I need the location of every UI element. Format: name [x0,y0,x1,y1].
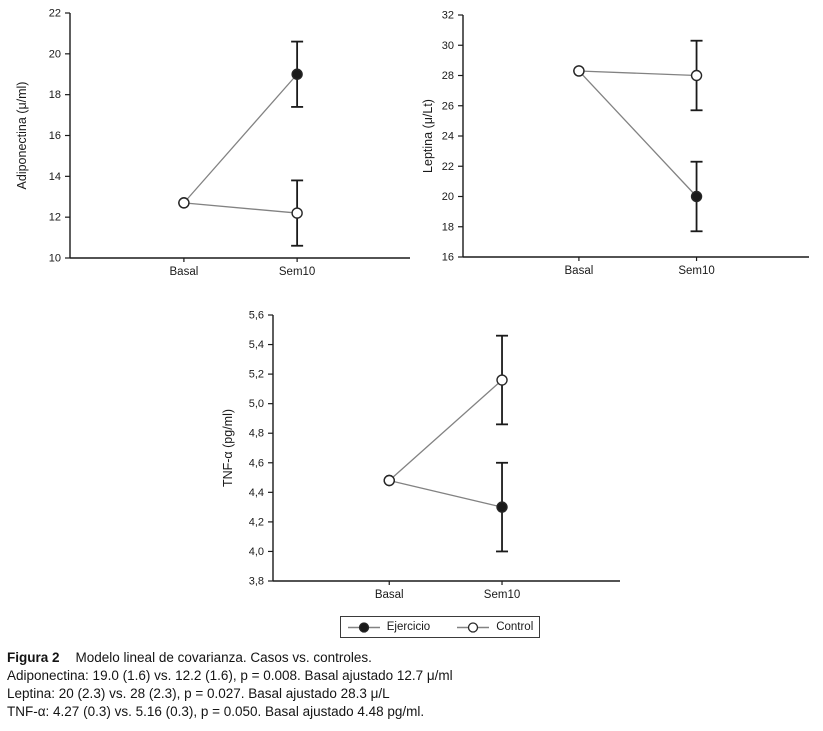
svg-text:28: 28 [441,70,454,82]
svg-text:16: 16 [48,130,61,142]
svg-text:Basal: Basal [374,589,404,601]
svg-text:12: 12 [48,211,61,224]
svg-text:Sem10: Sem10 [483,589,521,601]
svg-text:Sem10: Sem10 [278,266,316,278]
svg-text:4,4: 4,4 [248,486,264,499]
caption-title-line [7,649,627,667]
legend-item-ejercicio [347,621,430,633]
svg-text:5,6: 5,6 [248,309,264,322]
svg-text:18: 18 [48,89,61,102]
caption-line-leptina: Leptina: 20 (2.3) vs. 28 (2.3), p = 0.027. Basal ajustado 28.3 μ/L [7,686,390,701]
adiponectina-chart [0,0,420,296]
svg-text:18: 18 [441,221,454,234]
svg-text:4,0: 4,0 [248,545,264,558]
caption-line-tnf: TNF-α: 4.27 (0.3) vs. 5.16 (0.3), p = 0.050. Basal ajustado 4.48 pg/ml. [7,704,425,719]
svg-text:14: 14 [48,170,61,183]
svg-text:5,0: 5,0 [248,398,264,411]
svg-text:24: 24 [441,130,454,143]
legend [340,616,540,638]
svg-text:Basal: Basal [169,266,199,278]
svg-text:22: 22 [48,7,61,20]
legend-item-control [456,621,533,633]
svg-text:10: 10 [48,252,61,265]
svg-text:30: 30 [441,39,454,52]
svg-text:20: 20 [48,48,61,61]
legend-label-ejercicio: Ejercicio [386,621,431,633]
svg-text:TNF-α (pg/ml): TNF-α (pg/ml) [221,408,235,488]
svg-text:4,2: 4,2 [248,516,264,529]
figure-label: Figura 2 [7,650,60,665]
open-circle-icon [456,622,490,633]
svg-text:4,6: 4,6 [248,457,264,470]
svg-text:22: 22 [441,160,454,173]
svg-text:3,8: 3,8 [248,575,264,588]
svg-text:Leptina (μ/Lt): Leptina (μ/Lt) [421,99,435,173]
svg-text:16: 16 [441,251,454,264]
filled-circle-icon [347,622,381,633]
caption-line-adiponectina: Adiponectina: 19.0 (1.6) vs. 12.2 (1.6), p = 0.008. Basal ajustado 12.7 μ/ml [7,668,453,683]
legend-label-control: Control [496,621,534,633]
svg-text:26: 26 [441,100,454,113]
svg-text:Basal: Basal [564,265,594,277]
figure-caption [7,649,627,721]
svg-text:5,2: 5,2 [248,368,264,381]
svg-text:4,8: 4,8 [248,427,264,440]
leptina-chart [420,0,823,296]
svg-text:Sem10: Sem10 [678,265,715,277]
svg-text:32: 32 [441,9,454,22]
svg-text:20: 20 [441,191,454,203]
svg-text:5,4: 5,4 [248,339,264,352]
tnf-alpha-chart [210,300,640,602]
svg-text:Adiponectina (μ/ml): Adiponectina (μ/ml) [15,81,29,190]
figure-title: Modelo lineal de covarianza. Casos vs. controles. [75,650,372,665]
